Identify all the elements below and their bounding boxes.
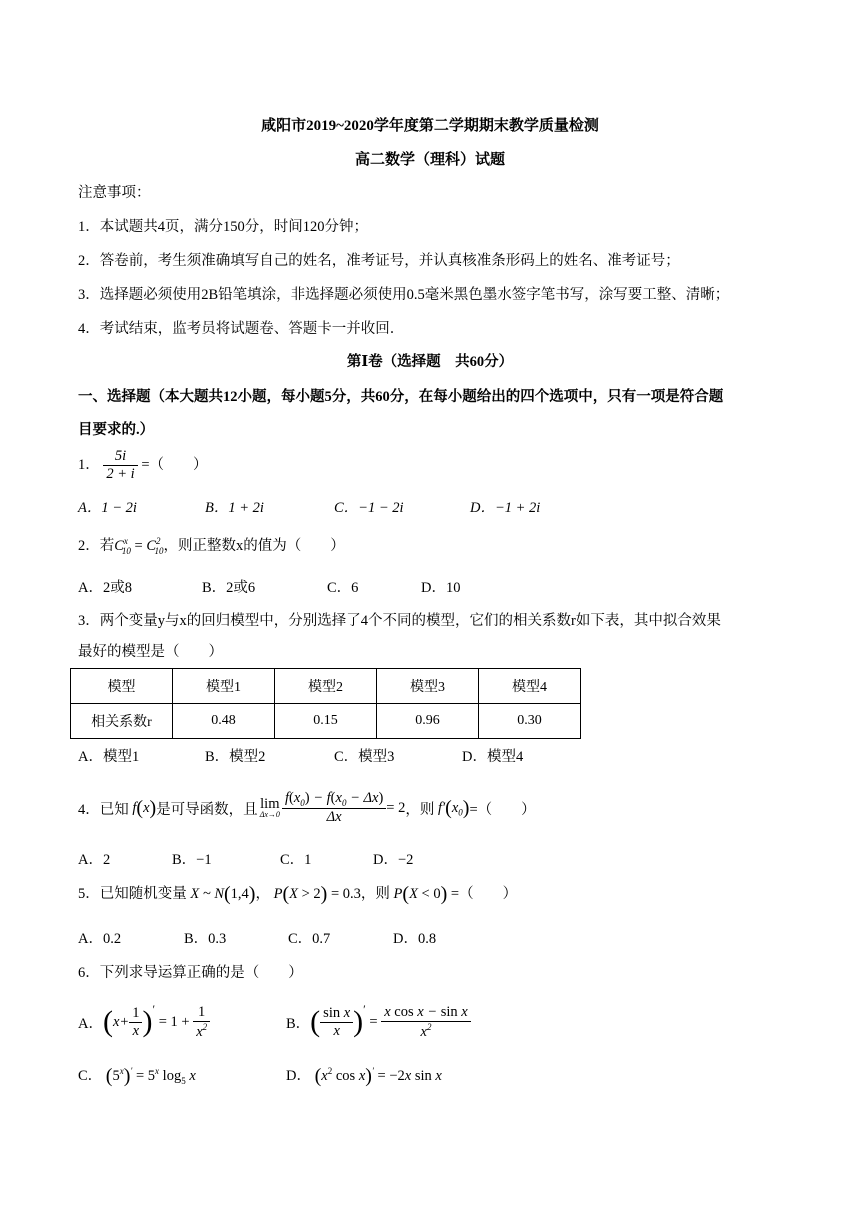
q5-option-d: D．0.8 <box>393 931 437 947</box>
correlation-table <box>70 668 581 739</box>
part1-title: 第Ⅰ卷（选择题 共60分） <box>346 354 514 370</box>
question-5-stem: 5．已知随机变量 X ~ N(1,4)， P(X > 2) = 0.3，则 P(X < 0) =（ ） <box>78 883 518 906</box>
q1-option-d: D．−1 + 2i <box>470 500 541 516</box>
notice-item: 1．本试题共4页，满分150分，时间120分钟； <box>78 219 368 235</box>
table-cell: 0.15 <box>275 704 377 739</box>
question-3-stem-cont: 最好的模型是（ ） <box>78 644 223 660</box>
q1-option-c: C．−1 − 2i <box>334 500 404 516</box>
q5-prob-ask: P(X < 0) = <box>393 883 460 906</box>
q4-fraction: $\frac{f(x_0) - f(x_0 - \Delta x)}{\Delta x}$ <box>282 790 386 826</box>
q6-option-d: D． ($x^2$ cos x)′ = −2x sin x <box>286 1065 442 1088</box>
q5-distribution: X ~ N(1,4) <box>190 883 256 906</box>
q4-option-d: D．−2 <box>373 852 414 868</box>
q4-option-c: C．1 <box>280 852 312 868</box>
q3-option-a: A．模型1 <box>78 749 140 765</box>
q2-option-a: A．2或8 <box>78 580 132 596</box>
q2-equation: $C^x_{10} = C^2_{10}$ <box>114 536 164 556</box>
exam-title: 咸阳市2019~2020学年度第二学期期末教学质量检测 <box>261 118 599 134</box>
table-cell: 0.48 <box>173 704 275 739</box>
q1-fraction: $\frac{5i}{2 + i}$ <box>103 448 137 483</box>
q5-option-a: A．0.2 <box>78 931 122 947</box>
table-cell: 模型4 <box>479 669 581 704</box>
question-2-stem: 2．若$C^x_{10} = C^2_{10}$，则正整数x的值为（ ） <box>78 536 345 556</box>
q3-option-d: D．模型4 <box>462 749 524 765</box>
q2-option-b: B．2或6 <box>202 580 256 596</box>
q4-limit: lim Δx→0 <box>259 795 280 820</box>
q1-option-b: B．1 + 2i <box>205 500 264 516</box>
table-cell: 0.96 <box>377 704 479 739</box>
exam-subtitle: 高二数学（理科）试题 <box>354 152 505 168</box>
q3-option-b: B．模型2 <box>205 749 266 765</box>
table-cell: 0.30 <box>479 704 581 739</box>
table-row <box>71 704 581 739</box>
q2-option-d: D．10 <box>421 580 461 596</box>
q5-option-b: B．0.3 <box>184 931 227 947</box>
q4-option-a: A．2 <box>78 852 111 868</box>
section-instruction: 一、选择题（本大题共12小题，每小题5分，共60分，在每小题给出的四个选项中，只有一项是符合题 <box>78 389 724 405</box>
q2-option-c: C．6 <box>327 580 359 596</box>
notice-item: 4．考试结束，监考员将试题卷、答题卡一并收回． <box>78 321 405 337</box>
question-4-stem: 4．已知 f(x) 是可导函数，且 lim Δx→0 $\frac{f(x_0) - f(x_0 - \Delta x)}{\Delta x}$ = 2 ，则 $f'(x_0)$ =（ ） <box>78 790 536 825</box>
q4-option-b: B．−1 <box>172 852 212 868</box>
table-header-row <box>71 669 581 704</box>
q5-option-c: C．0.7 <box>288 931 331 947</box>
notice-heading: 注意事项： <box>78 185 151 201</box>
table-cell: 相关系数r <box>71 704 173 739</box>
q4-derivative: $f'(x_0)$ <box>434 796 470 819</box>
section-instruction-cont: 目要求的.） <box>78 422 155 438</box>
table-cell: 模型2 <box>275 669 377 704</box>
question-3-stem: 3．两个变量y与x的回归模型中，分别选择了4个不同的模型，它们的相关系数r如下表，其中拟合效果 <box>78 613 721 629</box>
q6-option-b: B． ( $\frac{\text{sin x}}{x}$ ) ′ = $\frac{\text{x cos x − sin x}}{x^2}$ <box>286 996 471 1048</box>
table-cell: 模型3 <box>377 669 479 704</box>
q5-prob-given: P(X > 2) = 0.3 <box>273 883 361 906</box>
q1-option-a: A．1 − 2i <box>78 500 137 516</box>
table-cell: 模型1 <box>173 669 275 704</box>
q6-option-c: C． $(5^x)' = 5^x$ $\log_5 x$ <box>78 1065 196 1088</box>
q6-option-a: A． ( x+ $\frac{1}{x}$ ) ′ = 1 + $\frac{1}{x^2}$ <box>78 996 210 1048</box>
table-cell: 模型 <box>71 669 173 704</box>
q4-function: f(x) <box>128 796 157 819</box>
notice-item: 2．答卷前，考生须准确填写自己的姓名，准考证号，并认真核准条形码上的姓名、准考证号； <box>78 253 680 269</box>
notice-item: 3．选择题必须使用2B铅笔填涂，非选择题必须使用0.5毫米黑色墨水签字笔书写，涂写要工整、清晰； <box>78 287 730 303</box>
question-1-stem: 1． $\frac{5i}{2 + i}$ =（ ） <box>78 448 208 482</box>
q3-option-c: C．模型3 <box>334 749 395 765</box>
question-6-stem: 6．下列求导运算正确的是（ ） <box>78 965 303 981</box>
